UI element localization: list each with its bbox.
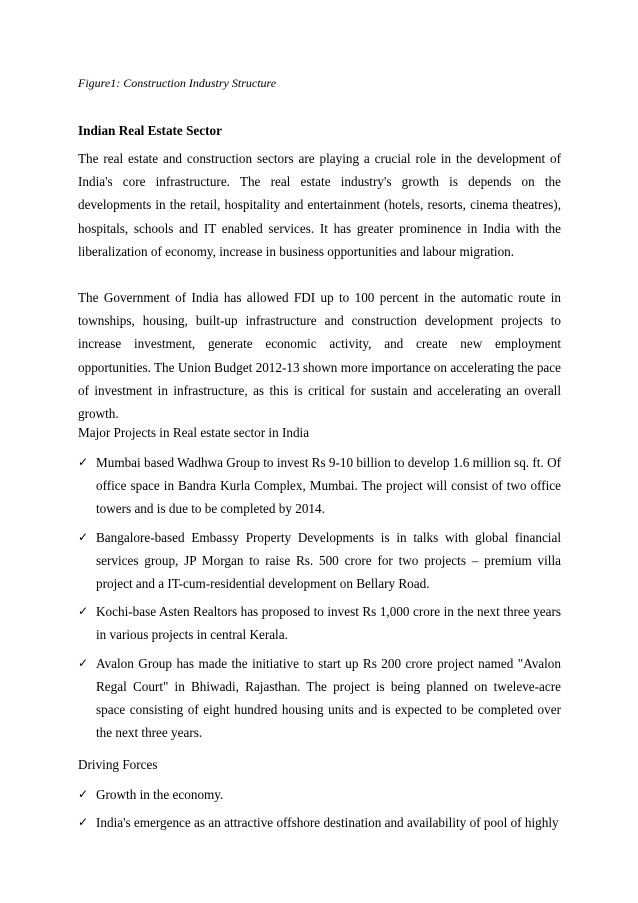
projects-heading: Major Projects in Real estate sector in India (78, 425, 310, 440)
list-item-text: India's emergence as an attractive offshore destination and availability of pool of highly (96, 815, 559, 831)
projects-list (78, 451, 561, 749)
driving-forces-heading: Driving Forces (78, 757, 158, 772)
check-mark-icon: ✓ (78, 655, 89, 670)
list-item (78, 451, 561, 521)
check-mark-icon: ✓ (78, 815, 89, 830)
list-item-text: Bangalore-based Embassy Property Developments is in talks with global financial services group, JP Morgan to raise Rs. 500 crore for two projects – premium villa project and a IT-cum-residential development on Bellary Road. (96, 529, 561, 592)
check-mark-icon: ✓ (78, 455, 89, 469)
list-item (78, 811, 561, 834)
driving-forces-list (78, 783, 561, 839)
list-item (78, 526, 561, 596)
paragraph-fdi: The Government of India has allowed FDI up to 100 percent in the automatic route in townships, housing, built-up infrastructure and construction development projects to increase investment, generate economic activity, and create new employment opportunities. The Union Budget 2012-13 shown more importance on accelerating the pace of investment in infrastructure, as this is critical for sustain and accelerating an overall growth. (78, 290, 561, 422)
section-title: Indian Real Estate Sector (78, 123, 222, 138)
list-item-text: Kochi-base Asten Realtors has proposed to invest Rs 1,000 crore in the next three years in various projects in central Kerala. (96, 604, 561, 643)
check-mark-icon: ✓ (78, 604, 89, 619)
list-item (78, 600, 561, 646)
list-item (78, 783, 561, 806)
list-item (78, 652, 561, 745)
list-item-text: Avalon Group has made the initiative to start up Rs 200 crore project named "Avalon Regal Court" in Bhiwadi, Rajasthan. The project is being planned on tweleve-acre space consisting of eight hundred housing units and is expected to be completed over the next three years. (96, 655, 561, 741)
list-item-text: Mumbai based Wadhwa Group to invest Rs 9-10 billion to develop 1.6 million sq. ft. Of office space in Bandra Kurla Complex, Mumbai. The project will consist of two office towers and is due to be completed by 2014. (96, 455, 561, 517)
paragraph-intro: The real estate and construction sectors are playing a crucial role in the development of India's core infrastructure. The real estate industry's growth is depends on the developments in the retail, hospitality and entertainment (hotels, resorts, cinema theatres), hospitals, schools and IT enabled services. It has greater prominence in India with the liberalization of economy, increase in business opportunities and labour migration. (78, 151, 561, 259)
check-mark-icon: ✓ (78, 787, 89, 801)
figure-caption: Figure1: Construction Industry Structure (78, 76, 277, 90)
list-item-text: Growth in the economy. (96, 787, 224, 802)
check-mark-icon: ✓ (78, 529, 89, 544)
